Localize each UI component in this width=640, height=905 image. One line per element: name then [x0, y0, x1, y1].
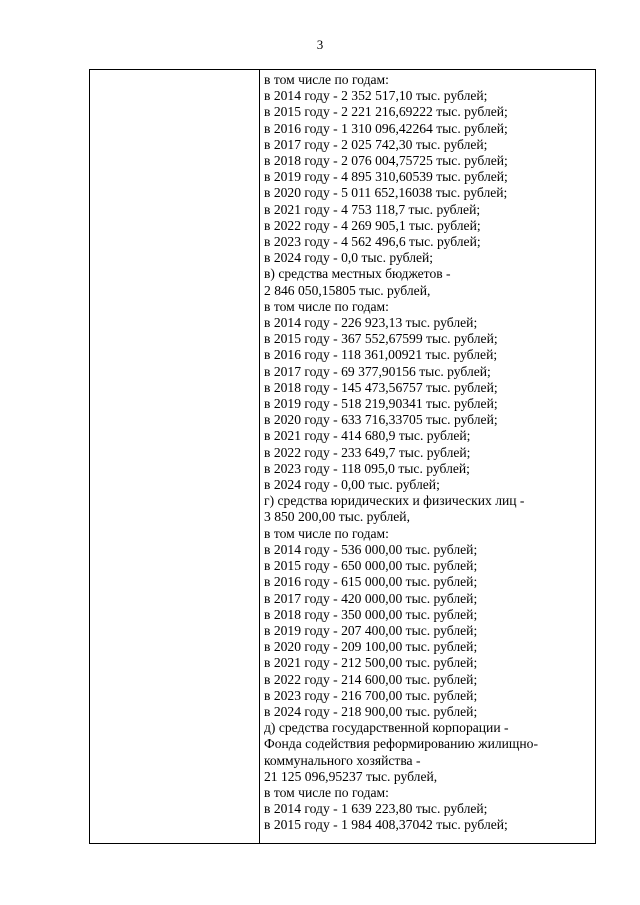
- table-text-line: в 2015 году - 1 984 408,37042 тыс. рублей;: [264, 817, 508, 833]
- table-text-line: в 2018 году - 145 473,56757 тыс. рублей;: [264, 379, 498, 395]
- table-text-line: 2 846 050,15805 тыс. рублей,: [264, 282, 431, 298]
- table-text-line: в 2014 году - 2 352 517,10 тыс. рублей;: [264, 88, 488, 104]
- table-text-line: в 2017 году - 69 377,90156 тыс. рублей;: [264, 363, 491, 379]
- table-text-line: в 2014 году - 1 639 223,80 тыс. рублей;: [264, 801, 488, 817]
- table-text-line: в 2022 году - 233 649,7 тыс. рублей;: [264, 444, 471, 460]
- table-text-line: в 2019 году - 518 219,90341 тыс. рублей;: [264, 396, 498, 412]
- table-text-line: коммунального хозяйства -: [264, 752, 421, 768]
- table-text-line: в 2015 году - 367 552,67599 тыс. рублей;: [264, 331, 498, 347]
- table-text-line: в том числе по годам:: [264, 72, 389, 87]
- table-text-line: в 2024 году - 0,0 тыс. рублей;: [264, 250, 434, 266]
- table-text-line: в 2021 году - 414 680,9 тыс. рублей;: [264, 428, 471, 444]
- table-text-line: в 2023 году - 4 562 496,6 тыс. рублей;: [264, 234, 481, 250]
- table-text-line: в 2015 году - 650 000,00 тыс. рублей;: [264, 558, 478, 574]
- table-text-line: в 2019 году - 207 400,00 тыс. рублей;: [264, 622, 478, 638]
- table-text-line: в 2024 году - 218 900,00 тыс. рублей;: [264, 703, 478, 719]
- table-text-line: в 2018 году - 2 076 004,75725 тыс. рублей;: [264, 153, 508, 169]
- table-text-line: в 2018 году - 350 000,00 тыс. рублей;: [264, 606, 478, 622]
- table-text-line: 21 125 096,95237 тыс. рублей,: [264, 768, 438, 784]
- table-text-line: в 2020 году - 209 100,00 тыс. рублей;: [264, 639, 478, 655]
- table-text-line: в) средства местных бюджетов -: [264, 266, 451, 282]
- table-text-line: 3 850 200,00 тыс. рублей,: [264, 509, 410, 525]
- table-left-cell: [90, 70, 260, 843]
- table-text-line: д) средства государственной корпорации -: [264, 720, 509, 736]
- table-text-line: в 2020 году - 633 716,33705 тыс. рублей;: [264, 412, 498, 428]
- table-text-line: в 2022 году - 214 600,00 тыс. рублей;: [264, 671, 478, 687]
- table-text-line: в 2020 году - 5 011 652,16038 тыс. рублей;: [264, 185, 508, 201]
- table-text-line: в 2017 году - 2 025 742,30 тыс. рублей;: [264, 136, 488, 152]
- table-text-line: в 2021 году - 4 753 118,7 тыс. рублей;: [264, 201, 481, 217]
- table-text-line: в 2014 году - 536 000,00 тыс. рублей;: [264, 541, 478, 557]
- table-text-line: в 2023 году - 118 095,0 тыс. рублей;: [264, 460, 470, 476]
- table-text-line: в том числе по годам:: [264, 298, 389, 314]
- table-text-line: в 2021 году - 212 500,00 тыс. рублей;: [264, 655, 478, 671]
- table-right-cell: [264, 72, 591, 834]
- table-text-line: г) средства юридических и физических лиц -: [264, 493, 525, 509]
- table-text-line: в 2022 году - 4 269 905,1 тыс. рублей;: [264, 217, 481, 233]
- table-text-line: в 2017 году - 420 000,00 тыс. рублей;: [264, 590, 478, 606]
- table-text-line: в 2019 году - 4 895 310,60539 тыс. рублей;: [264, 169, 508, 185]
- table-text-line: в 2015 году - 2 221 216,69222 тыс. рублей;: [264, 104, 508, 120]
- table-text-line: в 2024 году - 0,00 тыс. рублей;: [264, 477, 440, 493]
- table-text-line: в 2016 году - 1 310 096,42264 тыс. рублей;: [264, 120, 508, 136]
- table-text-line: в 2016 году - 615 000,00 тыс. рублей;: [264, 574, 478, 590]
- table-text-line: в 2023 году - 216 700,00 тыс. рублей;: [264, 687, 478, 703]
- page-number: 3: [316, 37, 324, 52]
- table-text-line: в 2014 году - 226 923,13 тыс. рублей;: [264, 315, 478, 331]
- table-text-line: в том числе по годам:: [264, 525, 389, 541]
- funding-table: [89, 69, 596, 844]
- table-text-line: в том числе по годам:: [264, 784, 389, 800]
- table-text-line: Фонда содействия реформированию жилищно-: [264, 736, 538, 752]
- table-text-line: в 2016 году - 118 361,00921 тыс. рублей;: [264, 347, 498, 363]
